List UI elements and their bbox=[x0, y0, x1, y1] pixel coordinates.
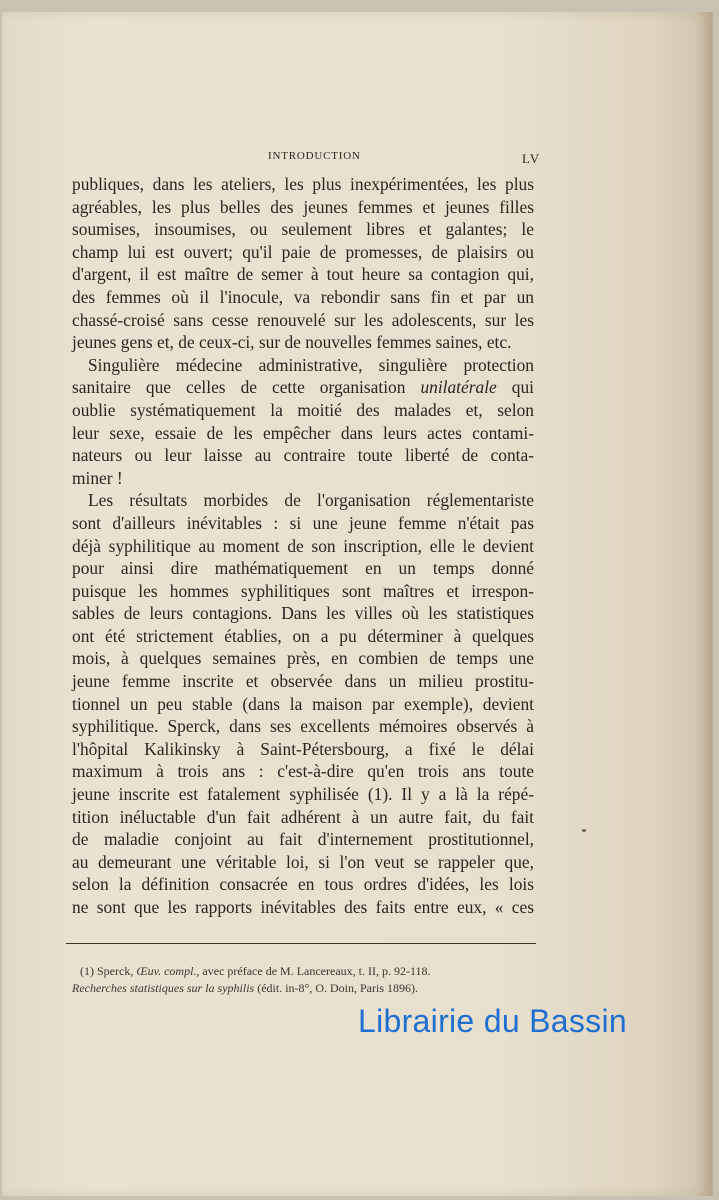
text-line: ont été strictement établies, on a pu déterminer à quelques bbox=[72, 625, 534, 646]
text-line: nateurs ou leur laisse au contraire toute liberté de conta- bbox=[72, 445, 534, 466]
text-line: d'argent, il est maître de semer à tout heure sa contagion qui, bbox=[72, 264, 534, 285]
text-segment: qui bbox=[511, 377, 534, 398]
page-number: LV bbox=[522, 151, 541, 166]
text-line: miner ! bbox=[72, 467, 123, 488]
text-line: déjà syphilitique au moment de son inscription, elle le devient bbox=[72, 535, 534, 556]
body-text bbox=[72, 173, 534, 919]
text-line: jeune inscrite est fatalement syphilisée (1). Il y a là la répé- bbox=[72, 784, 534, 805]
text-line: ne sont que les rapports inévitables des faits entre eux, « ces bbox=[72, 897, 534, 917]
text-line: tition inéluctable d'un fait adhérent à un autre fait, du fait bbox=[72, 806, 534, 827]
text-line: chassé-croisé sans cesse renouvelé sur les adolescents, sur les bbox=[72, 309, 534, 330]
running-head: INTRODUCTION bbox=[268, 150, 361, 162]
text-line: Les résultats morbides de l'organisation réglementariste bbox=[88, 490, 534, 511]
text-line: au demeurant une véritable loi, si l'on veut se rappeler que, bbox=[72, 851, 534, 872]
footnote-line bbox=[72, 980, 532, 997]
footnote-line bbox=[72, 963, 532, 980]
text-line: agréables, les plus belles des jeunes femmes et jeunes filles bbox=[72, 196, 534, 217]
text-line: l'hôpital Kalikinsky à Saint-Pétersbourg, a fixé le délai bbox=[72, 738, 534, 759]
text-line: jeune femme inscrite et observée dans un milieu prostitu- bbox=[72, 671, 534, 692]
text-line: sont d'ailleurs inévitables : si une jeune femme n'était pas bbox=[72, 512, 534, 533]
footnote-prefix: (1) Sperck, bbox=[80, 964, 137, 978]
footnote-title: Œuv. compl. bbox=[136, 964, 197, 978]
page-edge-shadow bbox=[694, 12, 712, 1196]
text-line: champ lui est ouvert; qu'il paie de promesses, de plaisirs ou bbox=[72, 241, 534, 262]
text-line: tionnel un peu stable (dans la maison par exemple), devient bbox=[72, 693, 534, 714]
text-line: de maladie conjoint au fait d'internement prostitutionnel, bbox=[72, 829, 534, 850]
text-line: pour ainsi dire mathématiquement en un temps donné bbox=[72, 558, 534, 579]
footnote-title: Recherches statistiques sur la syphilis bbox=[72, 981, 255, 995]
watermark-text: Librairie du Bassin bbox=[358, 1003, 627, 1039]
text-line: syphilitique. Sperck, dans ses excellents mémoires observés à bbox=[72, 716, 534, 737]
footnote-rest: (édit. in-8°, O. Doin, Paris 1896). bbox=[254, 981, 418, 995]
emphasis-word: unilatérale bbox=[420, 377, 497, 398]
text-line-with-emphasis bbox=[72, 376, 534, 399]
text-line: selon la définition consacrée en tous ordres d'idées, les lois bbox=[72, 874, 534, 895]
footnote-rest: , avec préface de M. Lancereaux, t. II, p. 92-118. bbox=[196, 964, 431, 978]
text-segment: sanitaire que celles de cette organisation bbox=[72, 377, 406, 398]
paper-speck bbox=[582, 829, 586, 832]
text-line: des femmes où il l'inocule, va rebondir sans fin et par un bbox=[72, 286, 534, 307]
text-line: publiques, dans les ateliers, les plus inexpérimentées, les plus bbox=[72, 174, 534, 194]
text-line: Singulière médecine administrative, singulière protection bbox=[88, 354, 534, 375]
text-line: oublie systématiquement la moitié des malades et, selon bbox=[72, 399, 534, 420]
text-line: maximum à trois ans : c'est-à-dire qu'en trois ans toute bbox=[72, 761, 534, 782]
text-line: soumises, insoumises, ou seulement libres et galantes; le bbox=[72, 219, 534, 240]
text-line: leur sexe, essaie de les empêcher dans leurs actes contami- bbox=[72, 422, 534, 443]
text-line: jeunes gens et, de ceux-ci, sur de nouvelles femmes saines, etc. bbox=[72, 332, 512, 353]
footnote bbox=[72, 963, 532, 997]
footnote-rule bbox=[66, 943, 536, 944]
text-line: sables de leurs contagions. Dans les villes où les statistiques bbox=[72, 603, 534, 624]
text-line: puisque les hommes syphilitiques sont maîtres et irrespon- bbox=[72, 580, 534, 601]
text-line: mois, à quelques semaines près, en combien de temps une bbox=[72, 648, 534, 669]
